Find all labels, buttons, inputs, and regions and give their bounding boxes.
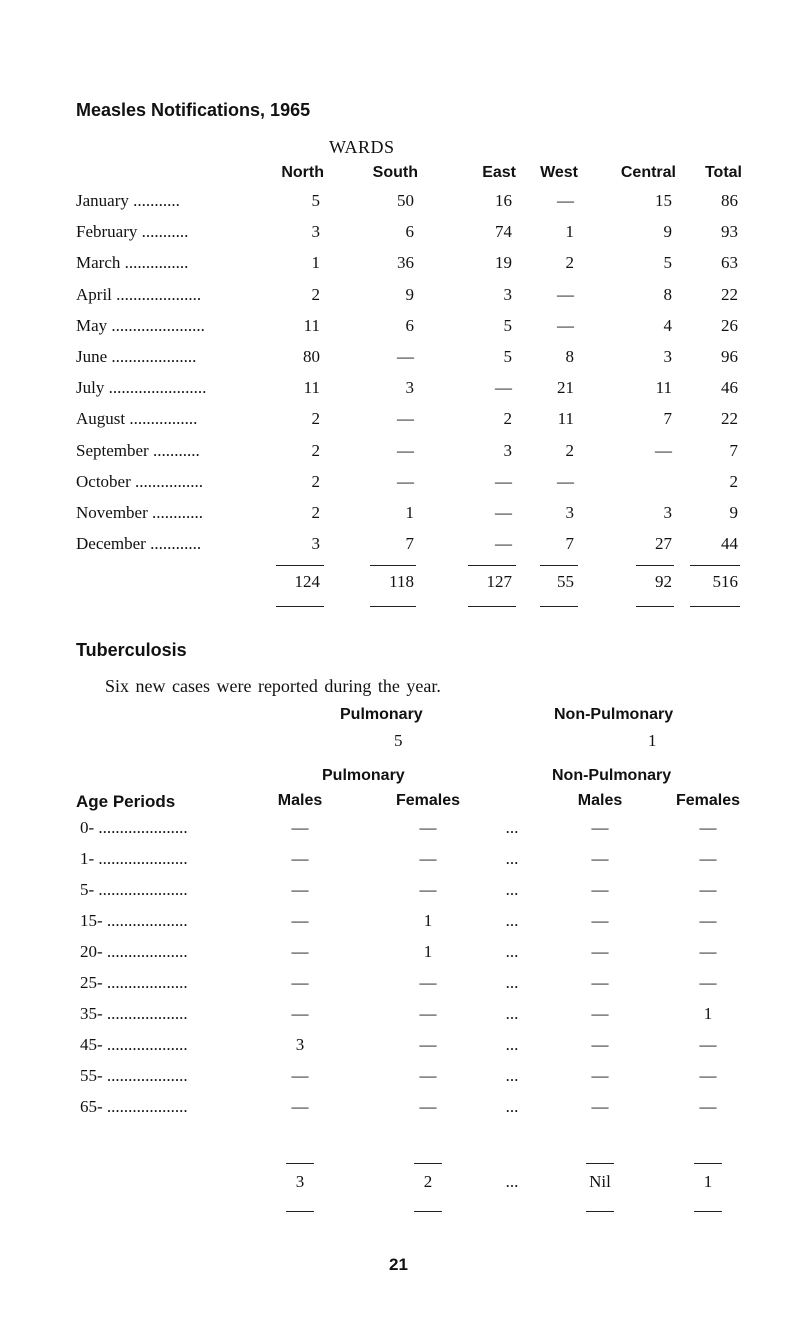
measles-row-label: July ....................... — [76, 378, 207, 398]
tb-cell: — — [591, 1066, 609, 1085]
tb-separator-dots: ... — [505, 880, 519, 899]
tb-cell: — — [699, 1097, 717, 1116]
tb-row-label: 1- ..................... — [80, 849, 188, 868]
tb-total-rule-bottom — [286, 1211, 314, 1212]
tb-cell: — — [291, 942, 309, 961]
measles-cell: 7 — [565, 534, 574, 554]
tb-cell: — — [591, 1004, 609, 1023]
measles-total-cell: 92 — [655, 572, 672, 591]
measles-cell: 2 — [565, 440, 574, 460]
tb-separator-dots: ... — [505, 849, 519, 868]
measles-total-rule-top — [468, 565, 516, 566]
tb-cell: — — [591, 818, 609, 837]
measles-cell: — — [495, 503, 512, 522]
measles-cell: 3 — [663, 503, 672, 522]
tb-total-cell: 1 — [703, 1172, 713, 1191]
tb-cell: — — [291, 818, 309, 837]
measles-title: Measles Notifications, 1965 — [76, 100, 311, 120]
tb-total-rule-bottom — [414, 1211, 442, 1212]
tb-cell: — — [419, 849, 437, 868]
tb-row-label: 45- ................... — [80, 1035, 188, 1054]
tb-cell: — — [699, 973, 717, 992]
measles-row-label: February ........... — [76, 222, 189, 242]
measles-cell: 19 — [495, 253, 512, 273]
measles-cell: 2 — [503, 409, 512, 429]
measles-row-label: May ...................... — [76, 315, 205, 335]
tb-cell: — — [591, 973, 609, 992]
tb-sub-header: Females — [675, 792, 741, 809]
tb-cell: — — [291, 1004, 309, 1023]
tb-total-rule-bottom — [694, 1211, 722, 1212]
measles-total-cell: 124 — [294, 572, 320, 591]
measles-cell: 3 — [405, 378, 414, 398]
measles-cell: 2 — [311, 409, 320, 429]
tb-cell: — — [419, 1004, 437, 1023]
measles-cell: — — [397, 440, 414, 460]
tb-cell: — — [419, 1097, 437, 1116]
tb-total-cell: Nil — [589, 1172, 611, 1191]
tb-cell: — — [699, 942, 717, 961]
tb-cell: — — [699, 818, 717, 837]
tb-cell: — — [591, 911, 609, 930]
measles-total-rule-bottom — [468, 606, 516, 607]
measles-cell: 6 — [405, 315, 414, 335]
measles-cell: 21 — [557, 378, 574, 398]
tb-cell: — — [591, 1035, 609, 1054]
measles-cell: — — [557, 284, 574, 304]
tb-cell: 1 — [703, 1004, 713, 1023]
tb-total-rule-top — [586, 1163, 614, 1164]
summary-value-pulmonary: 5 — [394, 731, 403, 750]
measles-cell: 26 — [721, 315, 738, 335]
tb-cell: — — [419, 1066, 437, 1085]
tb-row-label: 55- ................... — [80, 1066, 188, 1085]
tb-total-cell: 3 — [295, 1172, 305, 1191]
measles-row-label: June .................... — [76, 347, 197, 366]
measles-total-cell: 127 — [486, 572, 512, 591]
tb-cell: — — [591, 880, 609, 899]
measles-total-rule-top — [690, 565, 740, 566]
measles-cell: 3 — [311, 222, 320, 242]
tb-row-label: 65- ................... — [80, 1097, 188, 1116]
measles-cell: 44 — [721, 534, 738, 554]
measles-cell: 16 — [495, 191, 512, 210]
measles-cell: 7 — [729, 440, 738, 460]
measles-cell: 11 — [303, 378, 320, 398]
measles-cell: — — [397, 409, 414, 429]
tb-cell: — — [699, 880, 717, 899]
tb-row-label: 0- ..................... — [80, 818, 188, 837]
tb-row-label: 20- ................... — [80, 942, 188, 961]
tb-cell: 3 — [295, 1035, 305, 1054]
measles-row-label: October ................ — [76, 471, 204, 491]
measles-cell: — — [397, 347, 414, 366]
tb-sub-header: Females — [395, 792, 461, 809]
tb-total-cell: 2 — [423, 1172, 433, 1191]
tb-cell: 1 — [423, 942, 433, 961]
measles-row-label: August ................ — [76, 409, 198, 429]
measles-cell: 2 — [311, 440, 320, 460]
measles-cell: 2 — [565, 253, 574, 273]
summary-header-non-pulmonary: Non-Pulmonary — [554, 706, 674, 723]
age-periods-header: Age Periods — [76, 792, 176, 811]
measles-total-rule-top — [540, 565, 578, 566]
measles-cell: 4 — [663, 315, 672, 335]
measles-column-header: South — [372, 164, 418, 181]
measles-cell: 5 — [503, 347, 512, 366]
measles-cell: 1 — [311, 253, 320, 273]
measles-row-label: January ........... — [76, 191, 180, 210]
tb-total-rule-bottom — [586, 1211, 614, 1212]
wards-header: WARDS — [329, 137, 395, 157]
measles-column-header: Total — [704, 164, 742, 181]
measles-cell: 8 — [565, 347, 574, 366]
tb-cell: — — [291, 880, 309, 899]
tb-cell: — — [699, 1066, 717, 1085]
tb-separator-dots: ... — [505, 818, 519, 837]
tb-cell: — — [291, 1097, 309, 1116]
tb-separator-dots: ... — [505, 973, 519, 992]
measles-cell: 5 — [663, 253, 672, 273]
measles-column-header: East — [482, 164, 516, 181]
measles-cell: 2 — [311, 503, 320, 522]
measles-cell: 36 — [397, 253, 414, 273]
measles-total-rule-bottom — [276, 606, 324, 607]
measles-cell: 2 — [729, 471, 738, 491]
measles-cell: 86 — [721, 191, 738, 210]
measles-cell: 3 — [503, 440, 512, 460]
measles-row-label: November ............ — [76, 503, 204, 522]
tb-cell: 1 — [423, 911, 433, 930]
tb-total-rule-top — [414, 1163, 442, 1164]
page-number: 21 — [389, 1255, 408, 1274]
measles-row-label: September ........... — [76, 440, 200, 460]
measles-row-label: December ............ — [76, 534, 202, 554]
measles-cell: — — [557, 471, 574, 491]
tb-separator-dots: ... — [505, 1066, 519, 1085]
measles-column-header: North — [281, 164, 324, 181]
measles-cell: — — [557, 191, 574, 210]
measles-cell: 8 — [663, 284, 672, 304]
measles-cell: 6 — [405, 222, 414, 242]
tb-row-label: 25- ................... — [80, 973, 188, 992]
measles-cell: — — [495, 471, 512, 491]
tb-cell: — — [419, 1035, 437, 1054]
measles-cell: 22 — [721, 284, 738, 304]
measles-cell: 7 — [405, 534, 414, 554]
tb-cell: — — [591, 1097, 609, 1116]
measles-cell: 11 — [303, 315, 320, 335]
measles-cell: — — [397, 471, 414, 491]
tb-row-label: 15- ................... — [80, 911, 188, 930]
tb-cell: — — [419, 880, 437, 899]
tb-separator-dots: ... — [505, 942, 519, 961]
tb-row-label: 35- ................... — [80, 1004, 188, 1023]
measles-cell: 80 — [303, 347, 320, 366]
measles-total-cell: 516 — [712, 572, 738, 591]
measles-column-header: Central — [620, 164, 676, 181]
tb-cell: — — [699, 1035, 717, 1054]
tb-cell: — — [591, 942, 609, 961]
measles-total-cell: 55 — [557, 572, 574, 591]
measles-cell: — — [557, 315, 574, 335]
measles-cell: 3 — [311, 534, 320, 554]
measles-cell: 3 — [663, 347, 672, 366]
measles-cell: 9 — [663, 222, 672, 242]
measles-cell: 1 — [405, 503, 414, 522]
tb-cell: — — [699, 849, 717, 868]
measles-row-label: March ............... — [76, 253, 189, 273]
tuberculosis-title: Tuberculosis — [76, 640, 187, 660]
measles-cell: 5 — [503, 315, 512, 335]
tb-sub-header: Males — [277, 792, 323, 809]
measles-cell: 93 — [721, 222, 738, 242]
measles-cell: 96 — [721, 347, 738, 366]
measles-cell: 9 — [729, 503, 738, 522]
measles-cell: 11 — [655, 378, 672, 398]
measles-cell: 46 — [721, 378, 738, 398]
tb-separator-dots: ... — [505, 1035, 519, 1054]
tb-cell: — — [419, 973, 437, 992]
measles-cell: — — [655, 440, 672, 460]
measles-cell: 74 — [495, 222, 512, 242]
tb-cell: — — [291, 911, 309, 930]
measles-cell: 2 — [311, 471, 320, 491]
measles-cell: 9 — [405, 284, 414, 304]
tb-row-label: 5- ..................... — [80, 880, 188, 899]
summary-header-pulmonary: Pulmonary — [340, 706, 423, 723]
measles-row-label: April .................... — [76, 284, 202, 304]
measles-total-rule-bottom — [690, 606, 740, 607]
measles-total-rule-top — [636, 565, 674, 566]
tb-separator-dots: ... — [505, 911, 519, 930]
measles-cell: 50 — [397, 191, 414, 210]
measles-cell: 1 — [565, 222, 574, 242]
measles-cell: 3 — [503, 284, 512, 304]
measles-cell: 63 — [721, 253, 738, 273]
measles-total-cell: 118 — [389, 572, 414, 591]
tb-total-rule-top — [286, 1163, 314, 1164]
measles-cell: 7 — [663, 409, 672, 429]
measles-cell: 15 — [655, 191, 672, 210]
measles-cell: 27 — [655, 534, 672, 554]
group-header-non-pulmonary: Non-Pulmonary — [552, 767, 672, 784]
tb-cell: — — [291, 1066, 309, 1085]
measles-cell: 22 — [721, 409, 738, 429]
measles-cell: — — [495, 534, 512, 554]
summary-value-non-pulmonary: 1 — [648, 731, 657, 750]
tb-sub-header: Males — [577, 792, 623, 809]
measles-column-header: West — [540, 164, 578, 181]
tuberculosis-summary: Six new cases were reported during the year. — [105, 676, 441, 696]
group-header-pulmonary: Pulmonary — [322, 767, 405, 784]
measles-total-rule-bottom — [370, 606, 416, 607]
tb-cell: — — [291, 849, 309, 868]
tb-separator-dots: ... — [505, 1004, 519, 1023]
measles-cell: 2 — [311, 284, 320, 304]
measles-total-rule-bottom — [636, 606, 674, 607]
tb-cell: — — [419, 818, 437, 837]
tb-cell: — — [699, 911, 717, 930]
tb-cell: — — [291, 973, 309, 992]
tb-separator-dots: ... — [505, 1172, 519, 1191]
tb-cell: — — [591, 849, 609, 868]
tb-total-rule-top — [694, 1163, 722, 1164]
measles-total-rule-top — [370, 565, 416, 566]
measles-cell: 5 — [311, 191, 320, 210]
measles-cell: 11 — [557, 409, 574, 429]
measles-total-rule-top — [276, 565, 324, 566]
tb-separator-dots: ... — [505, 1097, 519, 1116]
measles-total-rule-bottom — [540, 606, 578, 607]
measles-cell: — — [495, 378, 512, 398]
measles-cell: 3 — [565, 503, 574, 522]
